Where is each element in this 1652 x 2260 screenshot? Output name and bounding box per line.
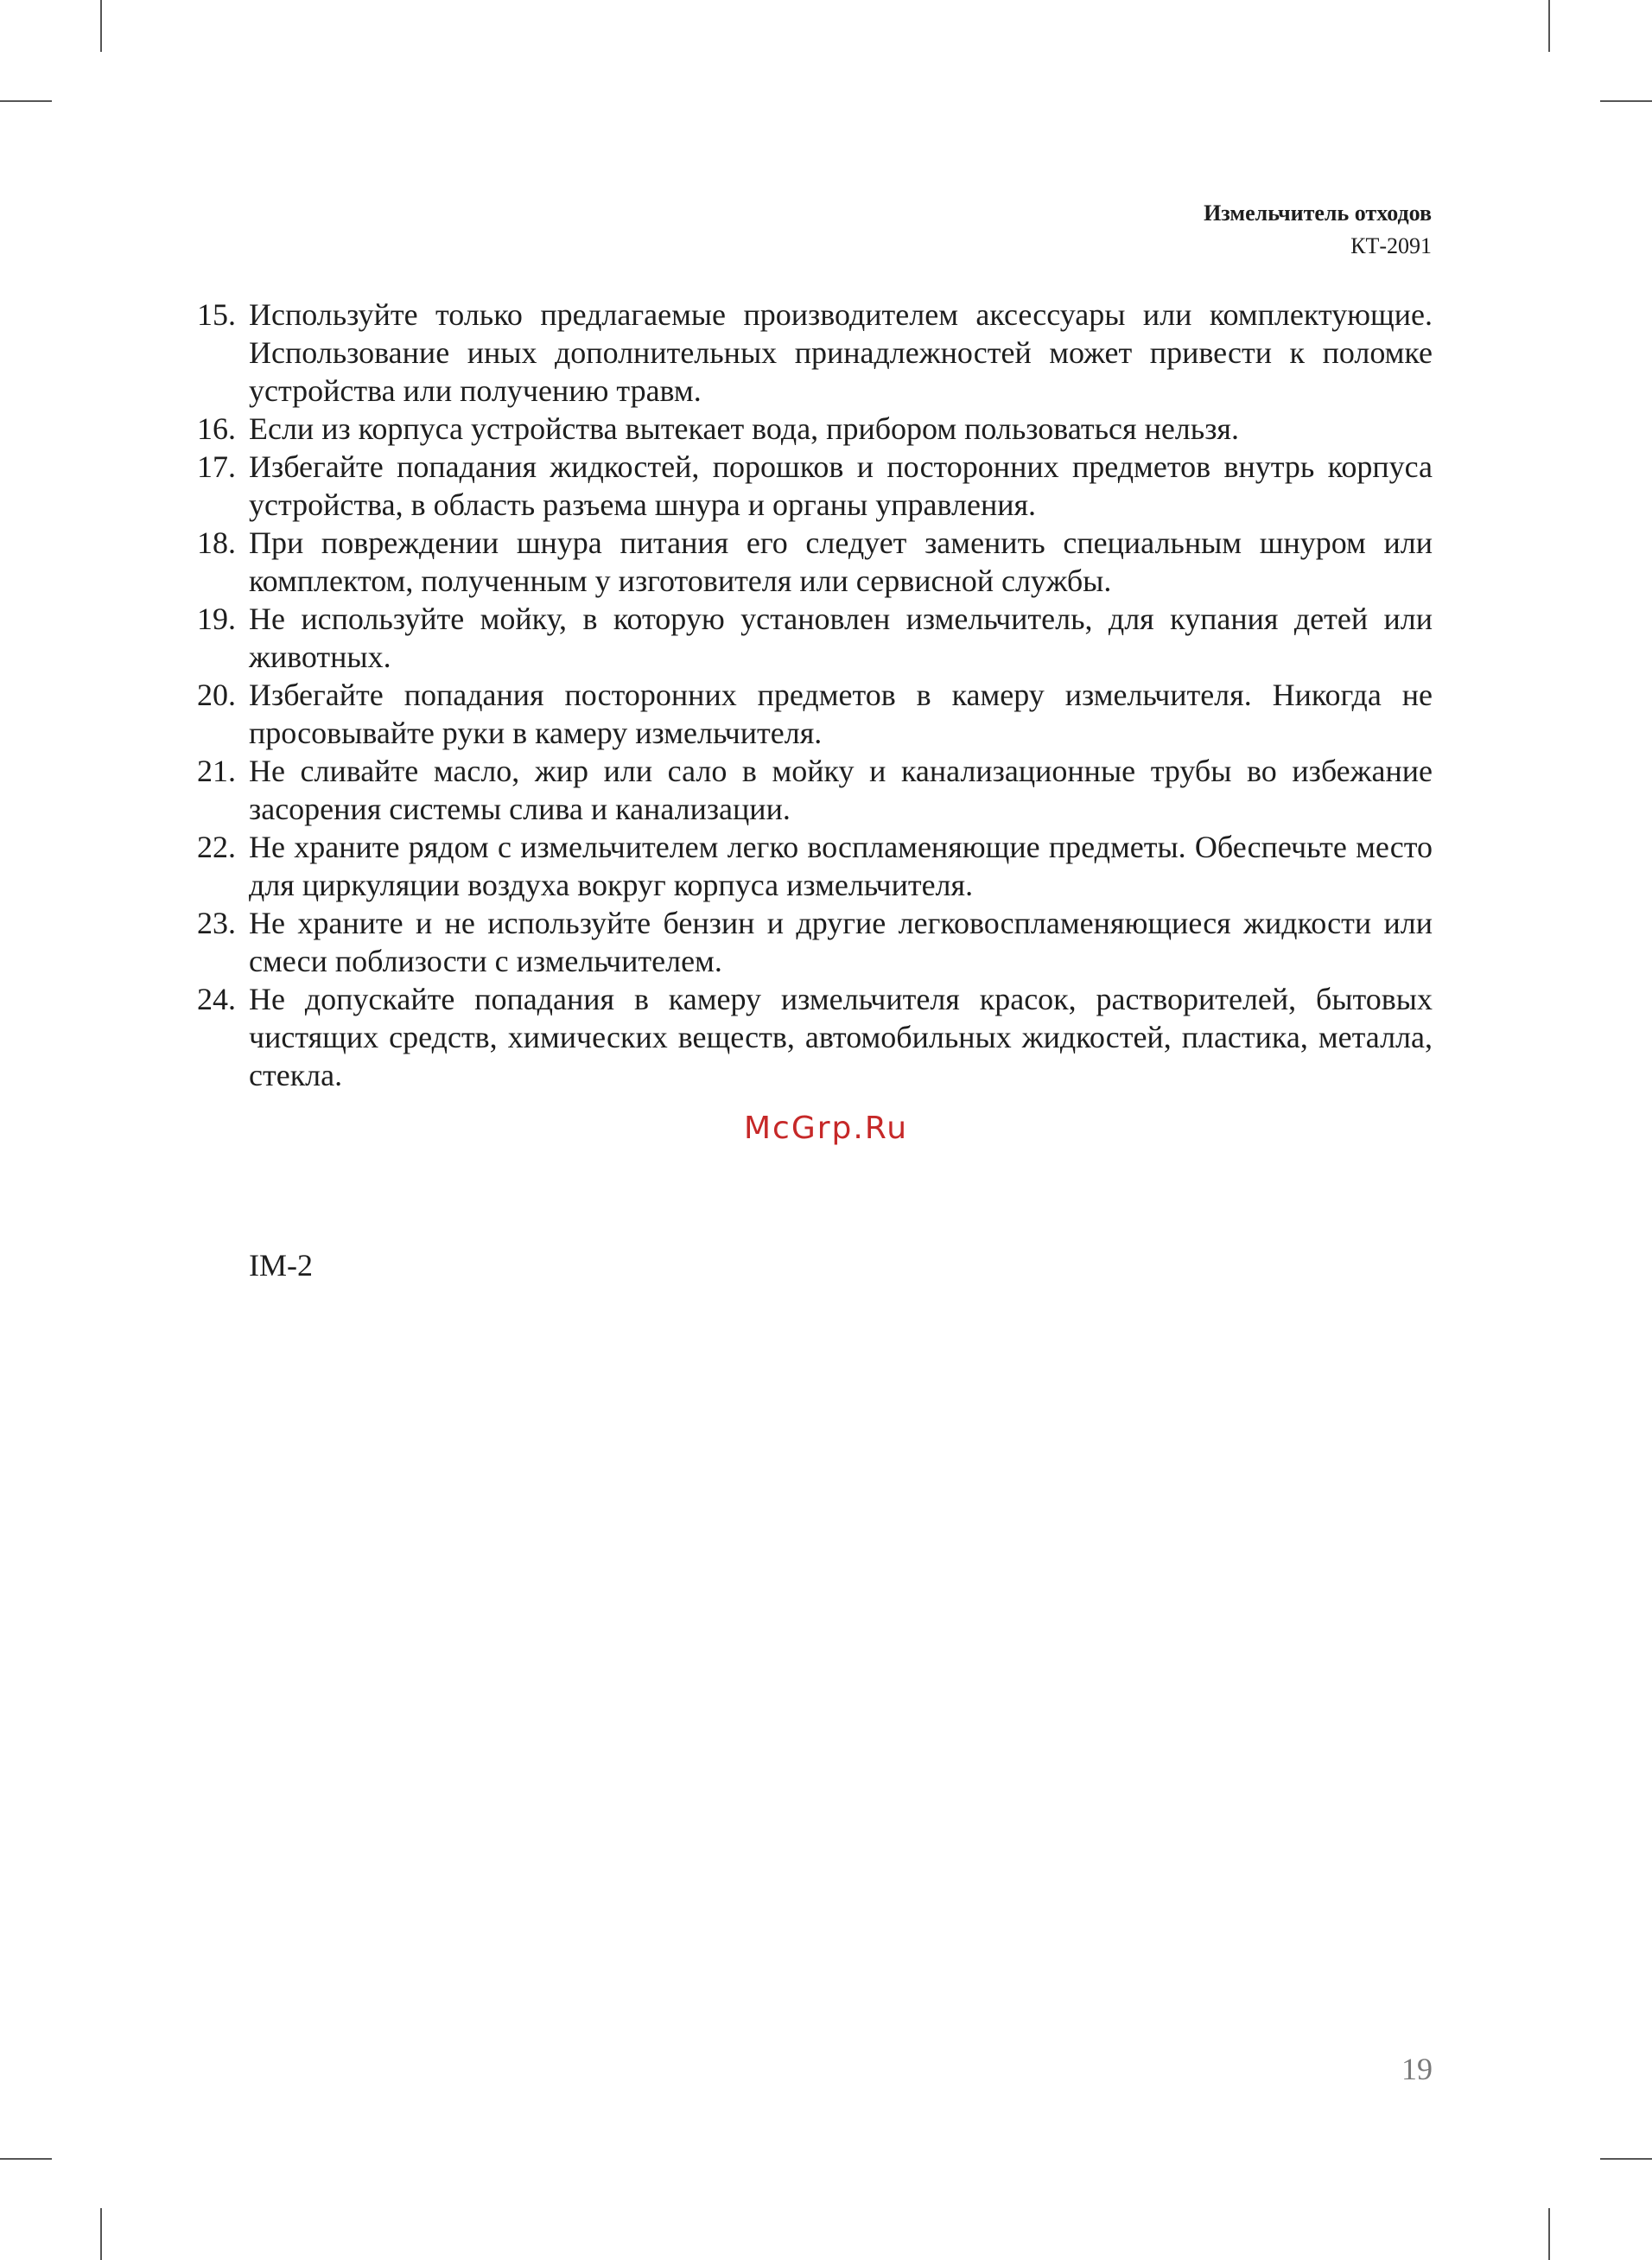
item-number: 22. (197, 830, 236, 864)
crop-mark-bottom-right-horizontal (1600, 2158, 1652, 2160)
item-number: 23. (197, 906, 236, 940)
item-text: Не сливайте масло, жир или сало в мойку и канализационные трубы во избежание засорения системы слива и канализации. (249, 754, 1433, 826)
list-item (197, 904, 1433, 980)
item-number: 15. (197, 297, 236, 332)
list-item (197, 676, 1433, 752)
item-number: 21. (197, 754, 236, 788)
crop-mark-top-left-vertical (100, 0, 102, 52)
item-text: Если из корпуса устройства вытекает вода, прибором пользоваться нельзя. (249, 411, 1239, 446)
crop-mark-top-right-horizontal (1600, 100, 1652, 102)
item-number: 18. (197, 525, 236, 560)
page-header (1204, 197, 1432, 263)
item-number: 20. (197, 678, 236, 712)
item-text: Избегайте попадания жидкостей, порошков и посторонних предметов внутрь корпуса устройства, в область разъема шнура и органы управления. (249, 449, 1433, 522)
page-number: 19 (1401, 2052, 1433, 2086)
list-item (197, 600, 1433, 676)
crop-mark-top-right-vertical (1548, 0, 1550, 52)
crop-mark-bottom-left-horizontal (0, 2158, 52, 2160)
item-number: 16. (197, 411, 236, 446)
item-text: Не храните рядом с измельчителем легко воспламеняющие предметы. Обеспечьте место для циркуляции воздуха вокруг корпуса измельчителя. (249, 830, 1433, 902)
watermark-link[interactable]: McGrp.Ru (743, 1111, 909, 1146)
list-item (197, 828, 1433, 904)
item-text: Избегайте попадания посторонних предметов в камеру измельчителя. Никогда не просовывайте руки в камеру измельчителя. (249, 678, 1433, 750)
item-text: Не допускайте попадания в камеру измельчителя красок, растворителей, бытовых чистящих средств, химических веществ, автомобильных жидкостей, пластика, металла, стекла. (249, 982, 1433, 1092)
list-item (197, 296, 1433, 410)
crop-mark-top-left-horizontal (0, 100, 52, 102)
list-item (197, 410, 1433, 448)
safety-list (197, 296, 1433, 1094)
crop-mark-bottom-left-vertical (100, 2208, 102, 2260)
item-number: 19. (197, 602, 236, 636)
product-title: Измельчитель отходов (1204, 201, 1432, 226)
product-model: КТ-2091 (1350, 233, 1432, 258)
document-code: IM-2 (249, 1248, 313, 1283)
list-item (197, 980, 1433, 1094)
list-item (197, 752, 1433, 828)
item-number: 24. (197, 982, 236, 1016)
item-number: 17. (197, 449, 236, 484)
item-text: При повреждении шнура питания его следует заменить специальным шнуром или комплектом, полученным у изготовителя или сервисной службы. (249, 525, 1433, 598)
item-text: Не храните и не используйте бензин и другие легковоспламеняющиеся жидкости или смеси поблизости с измельчителем. (249, 906, 1433, 978)
list-item (197, 448, 1433, 524)
item-text: Не используйте мойку, в которую установлен измельчитель, для купания детей или животных. (249, 602, 1433, 674)
list-item (197, 524, 1433, 600)
crop-mark-bottom-right-vertical (1548, 2208, 1550, 2260)
item-text: Используйте только предлагаемые производителем аксессуары или комплектующие. Использование иных дополнительных принадлежностей может привести к поломке устройства или получению травм. (249, 297, 1433, 408)
